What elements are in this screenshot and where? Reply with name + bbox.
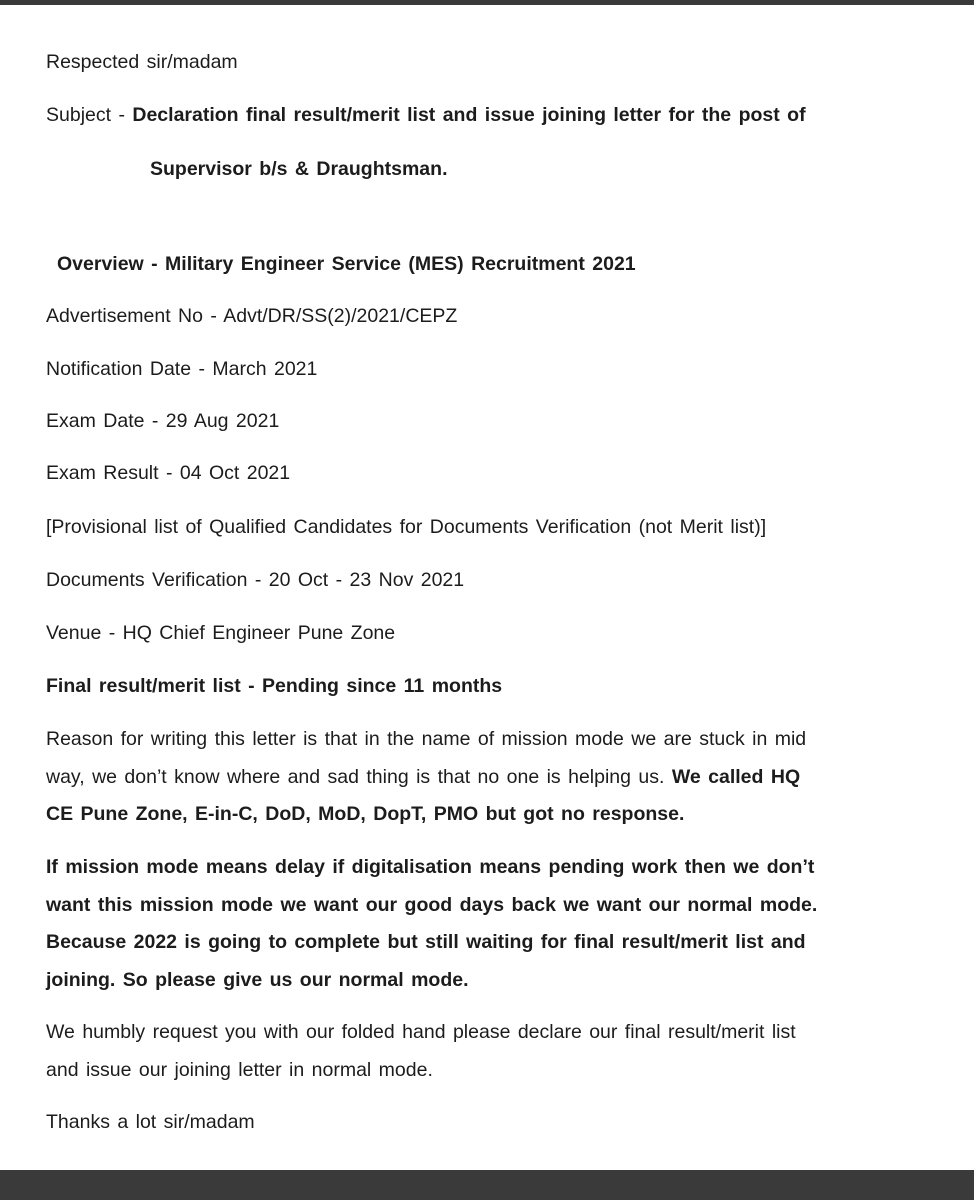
reason-line: CE Pune Zone, E-in-C, DoD, MoD, DopT, PMO but got no response. [46,803,685,825]
reason-emphasis: We called HQ [671,765,801,788]
exam-result: Exam Result - 04 Oct 2021 [46,462,291,484]
bottom-edge-bar [0,1170,974,1200]
subject-line [46,103,806,127]
reason-text: way, we don’t know where and sad thing is that no one is helping us. [46,765,672,788]
documents-verification: Documents Verification - 20 Oct - 23 Nov 2021 [46,569,465,591]
mission-line: joining. So please give us our normal mode. [46,968,469,991]
overview-heading: Overview - Military Engineer Service (MES) Recruitment 2021 [57,253,636,275]
subject-text: Declaration final result/merit list and issue joining letter for the post of [132,104,806,126]
greeting: Respected sir/madam [46,51,238,73]
provisional-list-note: [Provisional list of Qualified Candidates for Documents Verification (not Merit list)] [46,516,767,538]
final-result-status: Final result/merit list - Pending since 11 months [46,675,503,697]
reason-paragraph [46,721,926,834]
subject-continuation: Supervisor b/s & Draughtsman. [150,158,448,180]
reason-line: Reason for writing this letter is that in the name of mission mode we are stuck in mid [46,728,807,750]
request-paragraph [46,1014,926,1089]
mission-line: Because 2022 is going to complete but still waiting for final result/merit list and [46,931,806,953]
advertisement-number: Advertisement No - Advt/DR/SS(2)/2021/CEPZ [46,305,458,327]
venue: Venue - HQ Chief Engineer Pune Zone [46,622,396,644]
mission-line: If mission mode means delay if digitalisation means pending work then we don’t [46,856,815,878]
subject-label: Subject - [46,104,133,126]
exam-date: Exam Date - 29 Aug 2021 [46,410,280,432]
mission-line: want this mission mode we want our good days back we want our normal mode. [46,893,818,916]
mission-mode-paragraph [46,849,926,999]
closing: Thanks a lot sir/madam [46,1111,255,1133]
reason-line [46,759,926,797]
request-line: We humbly request you with our folded hand please declare our final result/merit list [46,1021,796,1043]
notification-date: Notification Date - March 2021 [46,358,318,380]
request-line: and issue our joining letter in normal mode. [46,1058,433,1081]
